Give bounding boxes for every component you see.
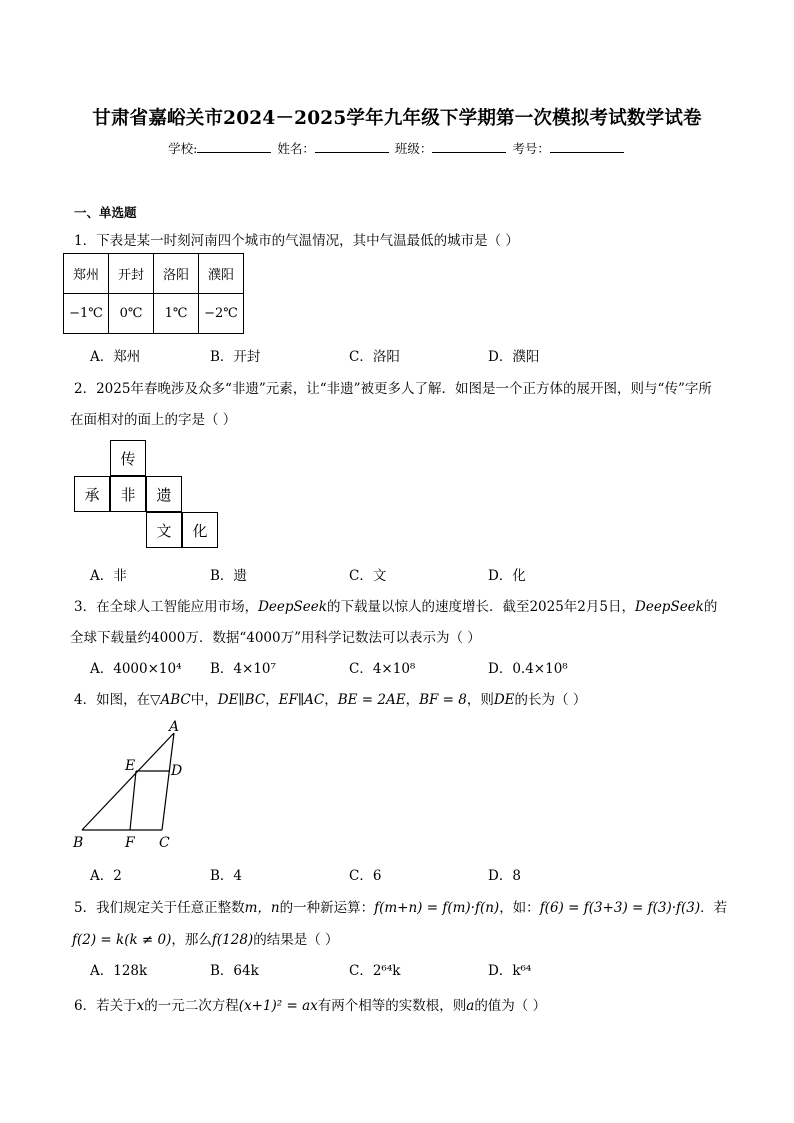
condition: EF∥AC bbox=[278, 692, 325, 708]
temp-cell: −1℃ bbox=[64, 294, 109, 334]
vertex-label: F bbox=[125, 835, 135, 851]
brand-name: DeepSeek bbox=[258, 599, 327, 615]
brand-name: DeepSeek bbox=[635, 599, 704, 615]
option-a[interactable]: A．郑州 bbox=[90, 349, 141, 365]
option-b[interactable]: B．4 bbox=[210, 868, 243, 884]
q1-options bbox=[90, 345, 710, 363]
q4-triangle-figure bbox=[70, 718, 190, 856]
text: 5．我们规定关于任意正整数 bbox=[74, 900, 245, 916]
text: ，则 bbox=[466, 692, 494, 708]
q5-stem-line1 bbox=[74, 896, 727, 916]
option-c[interactable]: C．4×10⁸ bbox=[349, 661, 416, 677]
class-label: 班级： bbox=[394, 141, 433, 156]
text: 6．若关于 bbox=[74, 998, 137, 1014]
text: 3．在全球人工智能应用市场， bbox=[74, 599, 259, 615]
vertex-label: D bbox=[171, 763, 183, 779]
city-cell: 濮阳 bbox=[199, 254, 244, 294]
q1-temperature-table bbox=[63, 253, 244, 334]
q2-cube-net bbox=[74, 440, 218, 548]
option-d[interactable]: D．8 bbox=[488, 868, 521, 884]
option-a[interactable]: A．4000×10⁴ bbox=[90, 661, 182, 677]
text: 有两个相等的实数根，则 bbox=[317, 998, 467, 1014]
name-label: 姓名： bbox=[277, 141, 315, 156]
net-face: 非 bbox=[110, 476, 146, 512]
formula: f(6) = f(3+3) = f(3)·f(3) bbox=[539, 900, 701, 916]
temp-cell: 1℃ bbox=[154, 294, 199, 334]
text: 中， bbox=[190, 692, 218, 708]
triangle-symbol: ▽ABC bbox=[150, 692, 191, 708]
exam-no-blank[interactable] bbox=[550, 140, 624, 153]
text: 的一种新运算： bbox=[279, 900, 375, 916]
text: 的 bbox=[703, 599, 718, 615]
city-cell: 郑州 bbox=[64, 254, 109, 294]
q3-stem-line2: 全球下载量约4000万．数据“4000万”用科学记数法可以表示为（ ） bbox=[70, 630, 481, 646]
q6-stem bbox=[74, 994, 546, 1014]
text: 的值为（ ） bbox=[474, 998, 547, 1014]
city-cell: 开封 bbox=[109, 254, 154, 294]
side-ab bbox=[82, 733, 174, 830]
option-b[interactable]: B．开封 bbox=[210, 349, 261, 365]
q3-stem-line1 bbox=[74, 595, 717, 615]
option-b[interactable]: B．4×10⁷ bbox=[210, 661, 276, 677]
equation: (x+1)² = ax bbox=[238, 998, 318, 1014]
q1-stem: 1．下表是某一时刻河南四个城市的气温情况，其中气温最低的城市是（ ） bbox=[74, 233, 519, 249]
name-blank[interactable] bbox=[315, 140, 389, 153]
option-b[interactable]: B．64k bbox=[210, 963, 259, 979]
option-d[interactable]: D．k⁶⁴ bbox=[488, 963, 532, 979]
net-face: 文 bbox=[146, 512, 182, 548]
condition: BF = 8 bbox=[419, 692, 467, 708]
variables: m，n bbox=[244, 900, 280, 916]
q5-options bbox=[90, 959, 710, 977]
q2-options bbox=[90, 564, 710, 582]
school-blank[interactable] bbox=[197, 140, 271, 153]
vertex-label: E bbox=[125, 758, 136, 774]
variable: x bbox=[136, 998, 145, 1014]
text: ，如： bbox=[499, 900, 540, 916]
section-heading: 一、单选题 bbox=[74, 205, 137, 220]
vertex-label: A bbox=[169, 719, 180, 735]
vertex-label: B bbox=[73, 835, 84, 851]
option-c[interactable]: C．2⁶⁴k bbox=[349, 963, 401, 979]
option-c[interactable]: C．6 bbox=[349, 868, 382, 884]
net-face: 遗 bbox=[146, 476, 182, 512]
school-label: 学校: bbox=[168, 141, 198, 156]
net-face: 化 bbox=[182, 512, 218, 548]
condition: BE = 2AE bbox=[337, 692, 406, 708]
side-ac bbox=[162, 733, 174, 830]
option-a[interactable]: A．2 bbox=[90, 868, 122, 884]
text: 的一元二次方程 bbox=[144, 998, 239, 1014]
option-d[interactable]: D．0.4×10⁸ bbox=[488, 661, 568, 677]
text: ，那么 bbox=[171, 932, 212, 948]
option-d[interactable]: D．化 bbox=[488, 568, 526, 584]
option-c[interactable]: C．洛阳 bbox=[349, 349, 400, 365]
text: 4．如图，在 bbox=[74, 692, 151, 708]
variable: a bbox=[466, 998, 475, 1014]
q5-stem-line2 bbox=[72, 928, 339, 948]
city-cell: 洛阳 bbox=[154, 254, 199, 294]
formula: f(2) = k(k ≠ 0) bbox=[72, 932, 172, 948]
condition: DE∥BC bbox=[217, 692, 266, 708]
option-d[interactable]: D．濮阳 bbox=[488, 349, 540, 365]
exam-no-label: 考号： bbox=[512, 141, 550, 156]
q2-stem-line1: 2．2025年春晚涉及众多“非遗”元素，让“非遗”被更多人了解．如图是一个正方体的展开图，则与“传”字所 bbox=[74, 381, 712, 397]
segment-ef bbox=[130, 771, 136, 830]
net-face: 传 bbox=[110, 440, 146, 476]
class-blank[interactable] bbox=[432, 140, 506, 153]
formula: f(m+n) = f(m)·f(n) bbox=[374, 900, 500, 916]
text: 的下载量以惊人的速度增长．截至2025年2月5日， bbox=[326, 599, 635, 615]
option-a[interactable]: A．128k bbox=[90, 963, 148, 979]
option-a[interactable]: A．非 bbox=[90, 568, 127, 584]
q4-options bbox=[90, 864, 710, 882]
q4-stem: 4．如图，在▽ABC中，DE∥BC，EF∥AC，BE = 2AE，BF = 8，则DE的长为（ ） bbox=[74, 692, 587, 708]
page-title: 甘肃省嘉峪关市2024－2025学年九年级下学期第一次模拟考试数学试卷 bbox=[92, 108, 702, 129]
vertex-label: C bbox=[159, 835, 170, 851]
q2-stem-line2: 在面相对的面上的字是（ ） bbox=[70, 412, 237, 428]
temp-cell: −2℃ bbox=[199, 294, 244, 334]
student-info-line bbox=[0, 139, 794, 157]
formula: f(128) bbox=[211, 932, 254, 948]
option-c[interactable]: C．文 bbox=[349, 568, 387, 584]
option-b[interactable]: B．遗 bbox=[210, 568, 247, 584]
text: 的长为（ ） bbox=[514, 692, 587, 708]
temp-cell: 0℃ bbox=[109, 294, 154, 334]
net-face: 承 bbox=[74, 476, 110, 512]
text: ．若 bbox=[700, 900, 728, 916]
q3-options bbox=[90, 657, 710, 675]
segment: DE bbox=[493, 692, 515, 708]
text: 的结果是（ ） bbox=[253, 932, 339, 948]
